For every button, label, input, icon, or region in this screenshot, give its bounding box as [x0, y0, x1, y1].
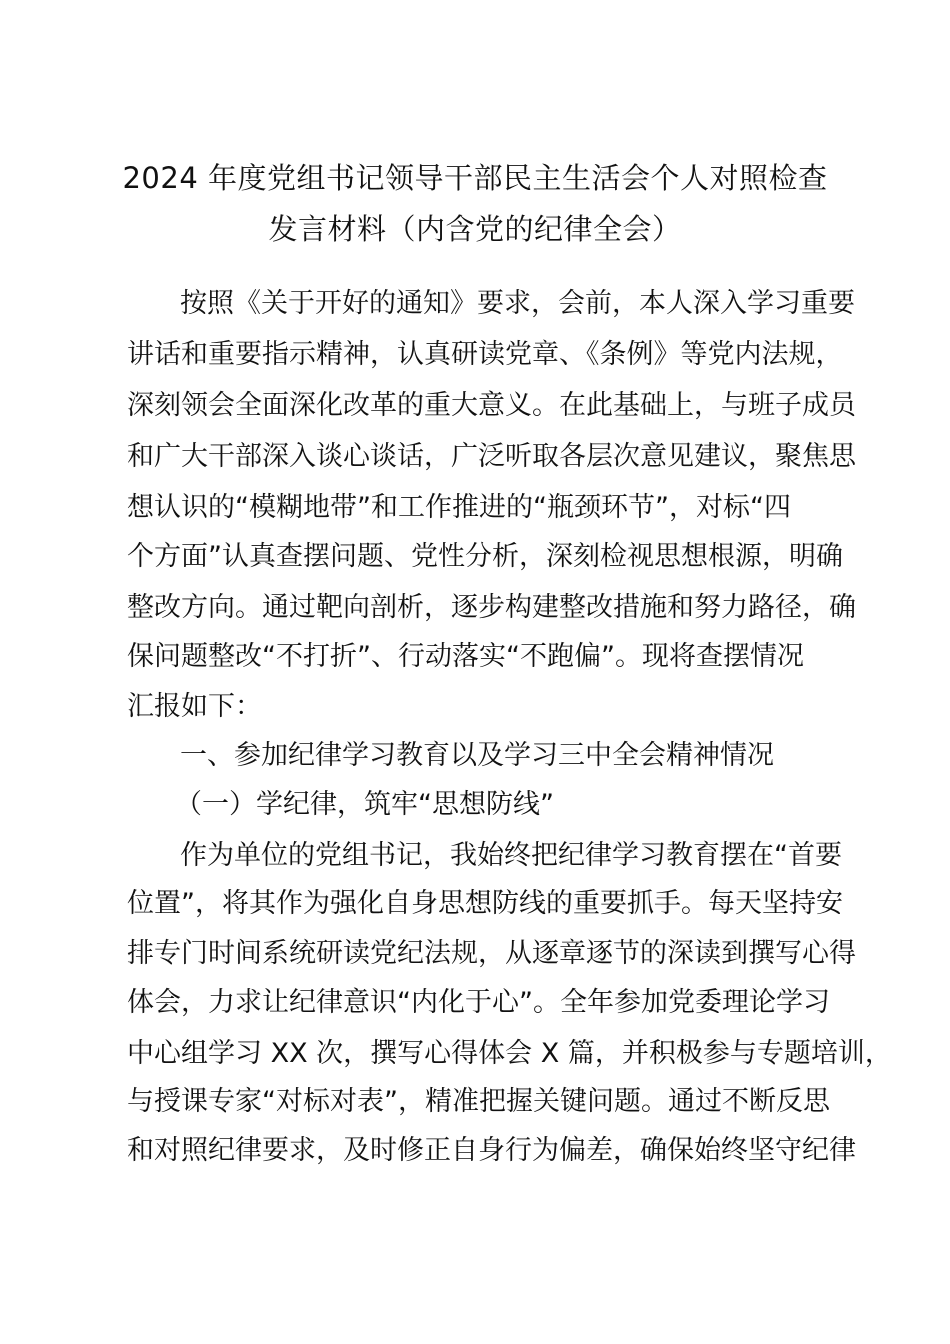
paragraph-1-line-3: 深刻领会全面深化改革的重大意义。在此基础上，与班子成员 — [127, 390, 856, 421]
paragraph-2-line-7: 和对照纪律要求，及时修正自身行为偏差，确保始终坚守纪律 — [127, 1135, 856, 1166]
paragraph-1-line-1: 按照《关于开好的通知》要求，会前，本人深入学习重要 — [180, 288, 855, 319]
paragraph-2-line-5: 中心组学习 XX 次，撰写心得体会 X 篇，并积极参与专题培训， — [127, 1038, 892, 1069]
paragraph-1-line-6: 个方面”认真查摆问题、党性分析，深刻检视思想根源，明确 — [127, 541, 843, 572]
subsection-heading-1: （一）学纪律，筑牢“思想防线” — [175, 789, 554, 820]
paragraph-2-line-6: 与授课专家“对标对表”，精准把握关键问题。通过不断反思 — [127, 1086, 830, 1117]
paragraph-1-line-7: 整改方向。通过靶向剖析，逐步构建整改措施和努力路径，确 — [127, 592, 856, 623]
section-heading-1: 一、参加纪律学习教育以及学习三中全会精神情况 — [180, 740, 774, 771]
paragraph-1-line-5: 想认识的“模糊地带”和工作推进的“瓶颈环节”，对标“四 — [127, 492, 791, 523]
document-title-line-1: 2024 年度党组书记领导干部民主生活会个人对照检查 — [122, 161, 828, 195]
paragraph-1-line-9: 汇报如下： — [127, 691, 262, 722]
paragraph-2-line-4: 体会，力求让纪律意识“内化于心”。全年参加党委理论学习 — [127, 987, 830, 1018]
paragraph-2-line-3: 排专门时间系统研读党纪法规，从逐章逐节的深读到撰写心得 — [127, 938, 856, 969]
document-title-line-2: 发言材料（内含党的纪律全会） — [268, 212, 682, 246]
paragraph-2-line-2: 位置”，将其作为强化自身思想防线的重要抓手。每天坚持安 — [127, 888, 843, 919]
paragraph-2-line-1: 作为单位的党组书记，我始终把纪律学习教育摆在“首要 — [180, 840, 842, 871]
paragraph-1-line-8: 保问题整改“不打折”、行动落实“不跑偏”。现将查摆情况 — [127, 641, 804, 672]
paragraph-1-line-2: 讲话和重要指示精神，认真研读党章、《条例》等党内法规， — [127, 339, 843, 370]
paragraph-1-line-4: 和广大干部深入谈心谈话，广泛听取各层次意见建议，聚焦思 — [127, 441, 856, 472]
